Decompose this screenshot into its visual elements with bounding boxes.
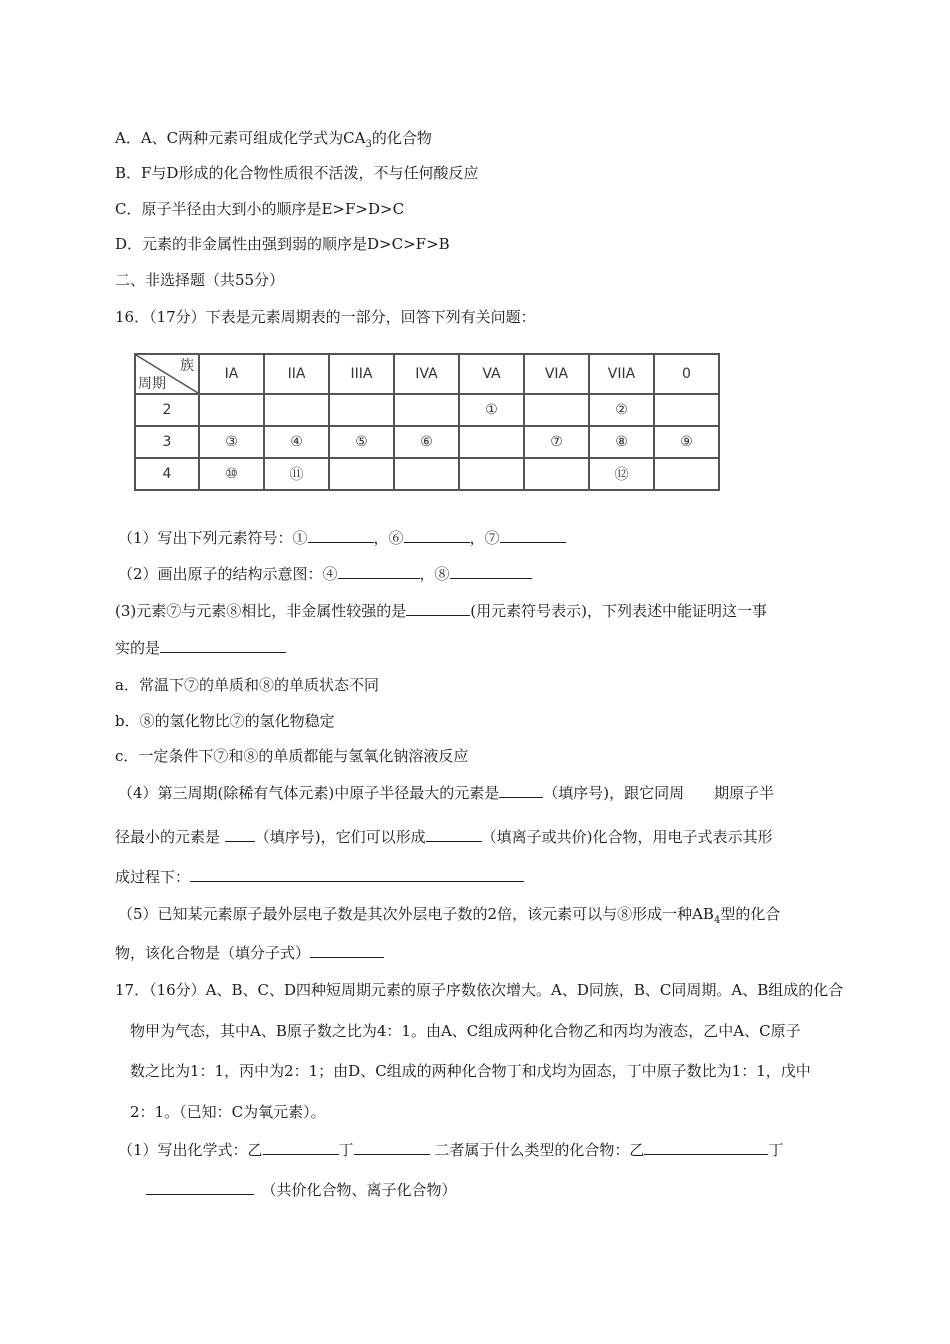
answer-blank[interactable] xyxy=(499,782,543,798)
group-header: VIA xyxy=(524,354,589,394)
option-d: D．元素的非金属性由强到弱的顺序是D>C>F>B xyxy=(115,235,450,253)
q17-line2: 物甲为气态，其中A、B原子数之比为4：1。由A、C组成两种化合物乙和丙均为液态，乙中A、C原子 xyxy=(130,1022,801,1040)
answer-blank[interactable] xyxy=(263,1139,339,1155)
option-b: B．F与D形成的化合物性质很不活泼，不与任何酸反应 xyxy=(115,164,479,182)
table-cell xyxy=(459,458,524,490)
table-cell: ② xyxy=(589,394,654,426)
option-a: A．A、C两种元素可组成化学式为$CA_3$的化合物 xyxy=(115,129,432,150)
table-cell xyxy=(329,394,394,426)
q16-part5-cont: 物，该化合物是（填分子式） xyxy=(115,942,384,963)
table-cell: ⑦ xyxy=(524,426,589,458)
q16-option-b: b．⑧的氢化物比⑦的氢化物稳定 xyxy=(115,712,335,730)
table-cell xyxy=(264,394,329,426)
table-row xyxy=(135,394,719,426)
q16-part4-cont: 径最小的元素是 （填序号)，它们可以形成 （填离子或共价)化合物，用电子式表示其形 xyxy=(115,828,773,846)
answer-blank[interactable] xyxy=(450,563,532,579)
group-header: 0 xyxy=(654,354,719,394)
periodic-table xyxy=(134,353,720,491)
answer-blank[interactable] xyxy=(310,942,384,958)
period-label: 3 xyxy=(135,426,199,458)
table-cell: ⑪ xyxy=(264,458,329,490)
corner-group-label: 族 xyxy=(180,358,194,374)
group-header: VA xyxy=(459,354,524,394)
corner-period-label: 周期 xyxy=(138,376,166,392)
q17-part1: （1）写出化学式：乙 丁 二者属于什么类型的化合物：乙 丁 xyxy=(118,1141,784,1159)
table-cell: ③ xyxy=(199,426,264,458)
table-cell xyxy=(394,394,459,426)
group-header: IIIA xyxy=(329,354,394,394)
answer-blank[interactable] xyxy=(404,527,470,543)
table-row xyxy=(135,426,719,458)
q17-line4: 2：1。（已知：C为氧元素）。 xyxy=(130,1103,326,1121)
table-cell xyxy=(394,458,459,490)
q16-stem: 16．（17分）下表是元素周期表的一部分，回答下列有关问题： xyxy=(115,308,536,326)
q16-part4-process: 成过程下： xyxy=(115,866,524,887)
table-corner xyxy=(135,354,199,394)
q16-part2: （2）画出原子的结构示意图：④ ，⑧ xyxy=(118,563,532,584)
q16-part3: (3)元素⑦与元素⑧相比，非金属性较强的是 (用元素符号表示)，下列表述中能证明这一事 xyxy=(115,602,767,620)
group-header: VIIA xyxy=(589,354,654,394)
answer-blank[interactable] xyxy=(225,826,255,842)
option-c: C．原子半径由大到小的顺序是E>F>D>C xyxy=(115,200,405,218)
q16-part3-cont: 实的是 xyxy=(115,637,286,658)
table-cell: ④ xyxy=(264,426,329,458)
answer-blank[interactable] xyxy=(190,866,524,882)
q17-line3: 数之比为1：1，丙中为2：1；由D、C组成的两种化合物丁和戊均为固态，丁中原子数比为1：1，戊中 xyxy=(130,1062,811,1080)
table-cell xyxy=(524,394,589,426)
table-cell: ⑤ xyxy=(329,426,394,458)
answer-blank[interactable] xyxy=(354,1139,430,1155)
answer-blank[interactable] xyxy=(500,527,566,543)
q16-option-c: c．一定条件下⑦和⑧的单质都能与氢氧化钠溶液反应 xyxy=(115,747,469,765)
group-header: IIA xyxy=(264,354,329,394)
answer-blank[interactable] xyxy=(308,527,374,543)
q17-part1-cont: （共价化合物、离子化合物） xyxy=(146,1179,457,1200)
group-header: IA xyxy=(199,354,264,394)
answer-blank[interactable] xyxy=(146,1179,254,1195)
table-cell: ⑧ xyxy=(589,426,654,458)
table-cell xyxy=(654,394,719,426)
answer-blank[interactable] xyxy=(406,600,470,616)
table-cell: ⑫ xyxy=(589,458,654,490)
period-label: 4 xyxy=(135,458,199,490)
table-cell: ⑥ xyxy=(394,426,459,458)
table-cell xyxy=(459,426,524,458)
answer-blank[interactable] xyxy=(338,563,420,579)
table-cell xyxy=(654,458,719,490)
q16-part5: （5）已知某元素原子最外层电子数是其次外层电子数的2倍，该元素可以与⑧形成一种$AB_4$型的化合 xyxy=(118,905,781,926)
group-header: IVA xyxy=(394,354,459,394)
table-cell xyxy=(199,394,264,426)
answer-blank[interactable] xyxy=(644,1139,768,1155)
table-cell: ⑨ xyxy=(654,426,719,458)
table-cell xyxy=(524,458,589,490)
table-cell: ⑩ xyxy=(199,458,264,490)
q17-line1: 17．（16分）A、B、C、D四种短周期元素的原子序数依次增大。A、D同族，B、C同周期。A、B组成的化合 xyxy=(115,981,844,999)
period-label: 2 xyxy=(135,394,199,426)
table-row xyxy=(135,458,719,490)
section-heading: 二、非选择题（共55分） xyxy=(115,271,285,289)
q16-part1: （1）写出下列元素符号：① ，⑥ ，⑦ xyxy=(118,527,566,548)
table-cell xyxy=(329,458,394,490)
table-cell: ① xyxy=(459,394,524,426)
answer-blank[interactable] xyxy=(160,637,286,653)
q16-option-a: a．常温下⑦的单质和⑧的单质状态不同 xyxy=(115,676,379,694)
answer-blank[interactable] xyxy=(426,826,482,842)
q16-part4: （4）第三周期(除稀有气体元素)中原子半径最大的元素是 （填序号)，跟它同周 期原子半 xyxy=(118,784,775,802)
